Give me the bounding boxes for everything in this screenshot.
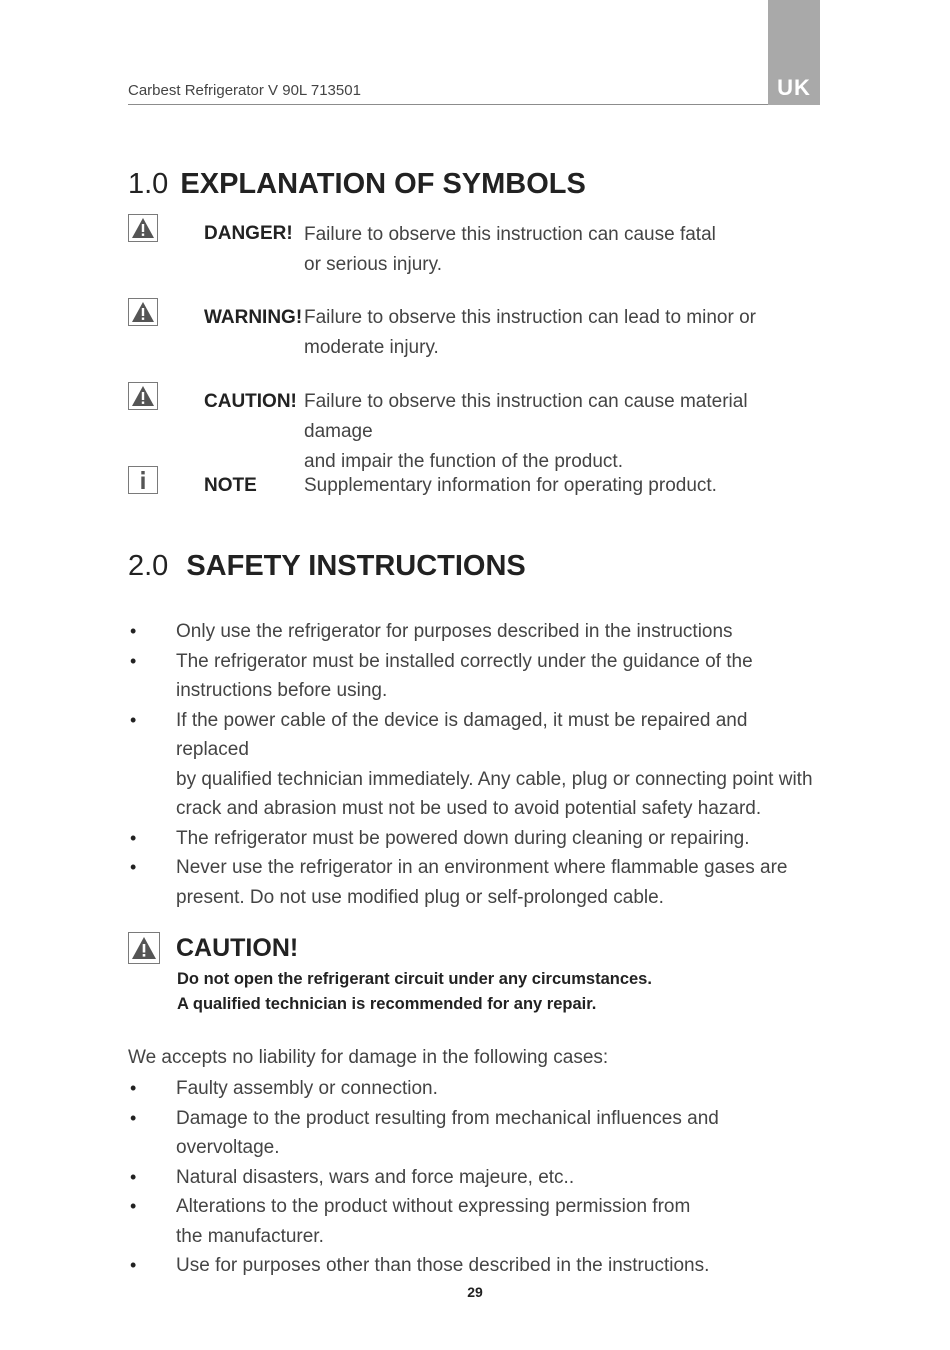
description-line: Failure to observe this instruction can lead to minor or <box>304 307 756 328</box>
list-item-line: by qualified technician immediately. Any cable, plug or connecting point with <box>176 768 813 790</box>
section-number: 2.0 <box>128 550 169 582</box>
caution-box-line: Do not open the refrigerant circuit under any circumstances. <box>177 970 652 988</box>
document-header-title: Carbest Refrigerator V 90L 713501 <box>128 82 361 99</box>
liability-list <box>128 1074 818 1281</box>
liability-intro: We accepts no liability for damage in the following cases: <box>128 1047 609 1068</box>
safety-instructions-list <box>128 617 818 912</box>
page-number: 29 <box>467 1284 483 1300</box>
description-line: Failure to observe this instruction can cause material damage <box>304 391 748 442</box>
list-item-line: • Alterations to the product without expressing permission from <box>176 1196 691 1217</box>
symbol-description-warning <box>304 303 814 363</box>
list-item-line: • Only use the refrigerator for purposes described in the instructions <box>176 621 733 642</box>
language-tab: UK <box>768 0 820 105</box>
list-item-line: • Use for purposes other than those described in the instructions. <box>176 1255 710 1276</box>
symbol-label-note: NOTE <box>204 475 257 496</box>
section-number: 1.0 <box>128 168 169 200</box>
list-item-line: instructions before using. <box>176 680 388 701</box>
symbol-label-warning: WARNING! <box>204 307 303 328</box>
warning-triangle-icon <box>128 932 160 964</box>
list-item-line: present. Do not use modified plug or self-prolonged cable. <box>176 886 664 908</box>
description-line: Supplementary information for operating product. <box>304 475 717 496</box>
list-item <box>128 824 818 854</box>
list-item-line: • Never use the refrigerator in an environment where flammable gases are <box>176 857 788 878</box>
symbol-description-danger <box>304 220 814 280</box>
description-line: and impair the function of the product. <box>304 451 623 472</box>
symbol-description-caution <box>304 387 814 477</box>
section-title-text: SAFETY INSTRUCTIONS <box>186 550 526 582</box>
caution-box-line: A qualified technician is recommended for any repair. <box>177 995 597 1013</box>
list-item-line: • The refrigerator must be powered down during cleaning or repairing. <box>176 827 750 849</box>
symbol-label-caution: CAUTION! <box>204 391 297 412</box>
description-line: moderate injury. <box>304 337 439 358</box>
list-item <box>128 1163 818 1193</box>
symbol-label-danger: DANGER! <box>204 223 293 244</box>
list-item-line: crack and abrasion must not be used to avoid potential safety hazard. <box>176 798 762 819</box>
section-title-explanation-of-symbols <box>128 168 586 201</box>
info-icon <box>128 466 158 494</box>
description-line: or serious injury. <box>304 254 442 275</box>
warning-triangle-icon <box>128 214 158 242</box>
description-line: Failure to observe this instruction can cause fatal <box>304 224 716 245</box>
list-item-line: • If the power cable of the device is damaged, it must be repaired and replaced <box>176 709 748 760</box>
list-item <box>128 1074 818 1104</box>
list-item <box>128 1192 818 1251</box>
list-item <box>128 617 818 647</box>
list-item-line: • The refrigerator must be installed correctly under the guidance of the <box>176 650 753 672</box>
symbol-description-note <box>304 471 814 501</box>
list-item <box>128 853 818 912</box>
list-item <box>128 647 818 706</box>
list-item <box>128 1104 818 1163</box>
section-title-text: EXPLANATION OF SYMBOLS <box>180 168 586 200</box>
caution-box-title: CAUTION! <box>176 934 299 962</box>
warning-triangle-icon <box>128 382 158 410</box>
list-item-line: • Natural disasters, wars and force majeure, etc.. <box>176 1166 575 1188</box>
list-item-line: • Damage to the product resulting from mechanical influences and overvoltage. <box>176 1107 719 1158</box>
section-title-safety-instructions <box>128 550 526 583</box>
list-item <box>128 1251 818 1281</box>
list-item-line: • Faulty assembly or connection. <box>176 1078 438 1099</box>
list-item-line: the manufacturer. <box>176 1225 324 1247</box>
warning-triangle-icon <box>128 298 158 326</box>
header-divider <box>128 104 820 105</box>
list-item <box>128 706 818 824</box>
